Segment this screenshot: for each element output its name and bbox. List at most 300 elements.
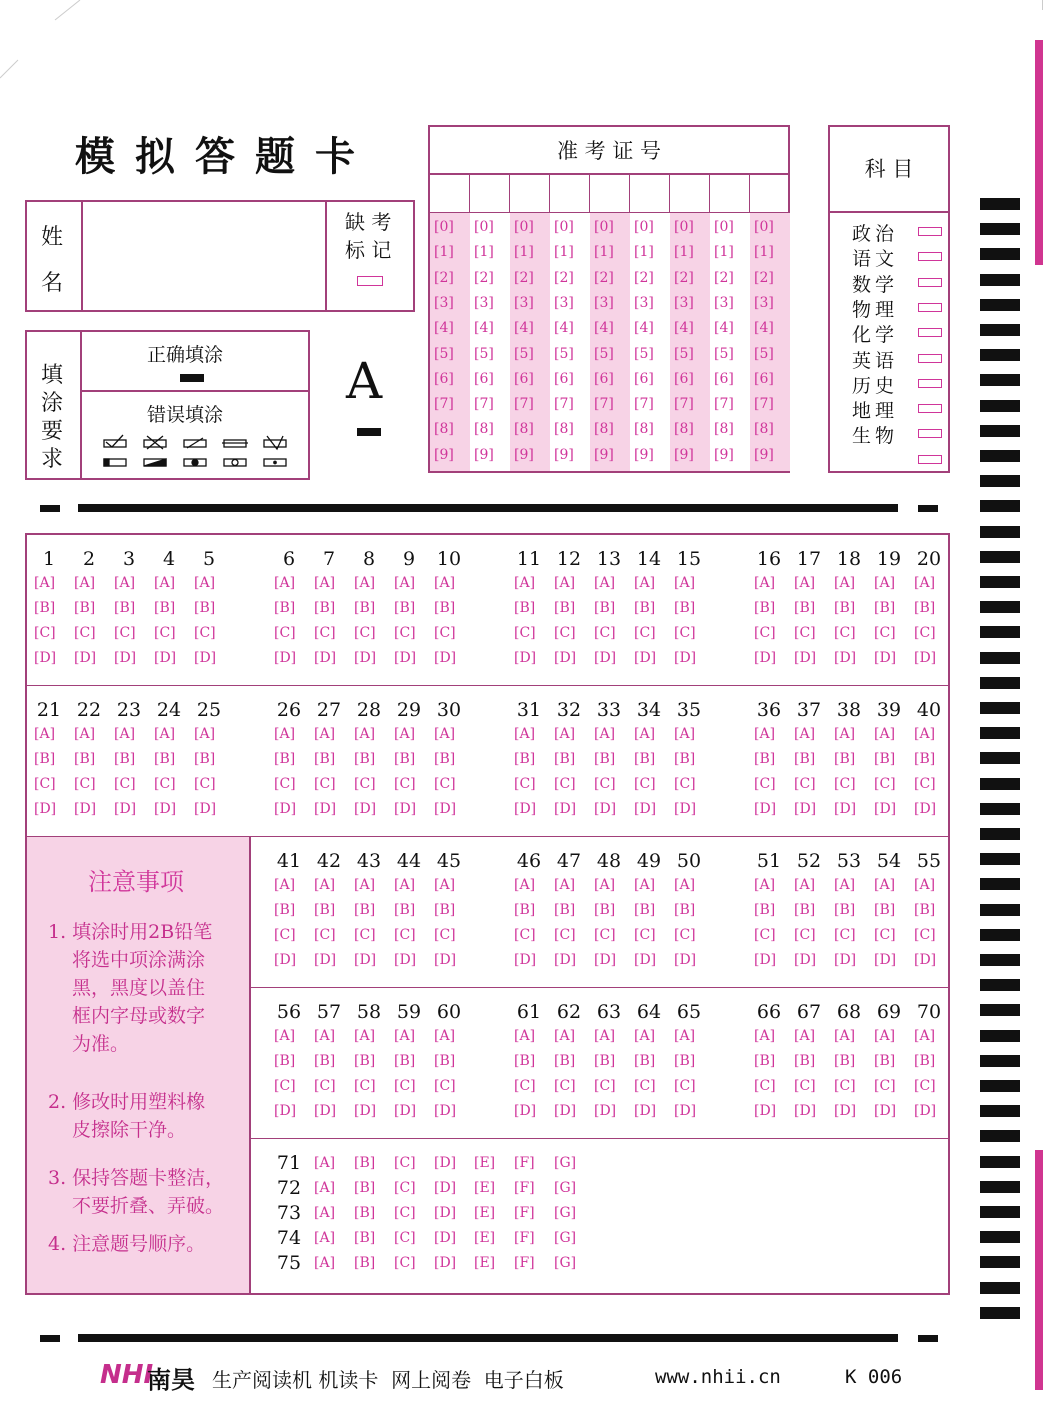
answer-bubble[interactable]: [F] xyxy=(514,1230,535,1246)
answer-bubble[interactable]: [A] xyxy=(314,575,336,591)
answer-bubble[interactable]: [C] xyxy=(394,776,416,792)
answer-bubble[interactable]: [C] xyxy=(274,1078,296,1094)
exam-digit-bubble[interactable]: [5] xyxy=(634,345,654,362)
answer-bubble[interactable]: [A] xyxy=(314,1255,336,1271)
exam-digit-bubble[interactable]: [1] xyxy=(754,244,774,261)
answer-bubble[interactable]: [E] xyxy=(474,1180,496,1196)
answer-bubble[interactable]: [B] xyxy=(554,902,576,918)
answer-bubble[interactable]: [C] xyxy=(674,927,696,943)
answer-bubble[interactable]: [C] xyxy=(594,927,616,943)
answer-bubble[interactable]: [C] xyxy=(594,776,616,792)
exam-digit-bubble[interactable]: [6] xyxy=(554,370,574,387)
answer-bubble[interactable]: [A] xyxy=(394,726,416,742)
exam-digit-bubble[interactable]: [3] xyxy=(754,294,774,311)
exam-digit-bubble[interactable]: [5] xyxy=(674,345,694,362)
answer-bubble[interactable]: [C] xyxy=(754,776,776,792)
answer-bubble[interactable]: [C] xyxy=(314,927,336,943)
exam-digit-bubble[interactable]: [0] xyxy=(474,219,494,235)
answer-bubble[interactable]: [C] xyxy=(274,625,296,641)
answer-bubble[interactable]: [D] xyxy=(194,801,217,817)
exam-id-digit-field[interactable] xyxy=(592,177,628,211)
answer-bubble[interactable]: [B] xyxy=(754,600,776,616)
answer-bubble[interactable]: [D] xyxy=(554,1103,577,1119)
answer-bubble[interactable]: [D] xyxy=(674,1103,697,1119)
answer-bubble[interactable]: [A] xyxy=(354,575,376,591)
answer-bubble[interactable]: [D] xyxy=(634,801,657,817)
answer-bubble[interactable]: [B] xyxy=(274,751,296,767)
answer-bubble[interactable]: [D] xyxy=(674,952,697,968)
exam-digit-bubble[interactable]: [1] xyxy=(474,244,494,261)
answer-bubble[interactable]: [C] xyxy=(314,776,336,792)
answer-bubble[interactable]: [B] xyxy=(914,751,936,767)
answer-bubble[interactable]: [B] xyxy=(794,1053,816,1069)
subject-checkbox[interactable] xyxy=(918,429,942,438)
answer-bubble[interactable]: [D] xyxy=(34,650,57,666)
answer-bubble[interactable]: [C] xyxy=(34,776,56,792)
exam-digit-bubble[interactable]: [7] xyxy=(754,396,774,413)
answer-bubble[interactable]: [A] xyxy=(514,1028,536,1044)
answer-bubble[interactable]: [E] xyxy=(474,1255,496,1271)
answer-bubble[interactable]: [D] xyxy=(874,1103,897,1119)
answer-bubble[interactable]: [C] xyxy=(394,1255,416,1271)
answer-bubble[interactable]: [C] xyxy=(794,776,816,792)
answer-bubble[interactable]: [A] xyxy=(554,575,576,591)
answer-bubble[interactable]: [A] xyxy=(594,877,616,893)
exam-digit-bubble[interactable]: [6] xyxy=(514,370,534,387)
answer-bubble[interactable]: [A] xyxy=(794,877,816,893)
answer-bubble[interactable]: [B] xyxy=(874,751,896,767)
answer-bubble[interactable]: [A] xyxy=(634,1028,656,1044)
answer-bubble[interactable]: [A] xyxy=(794,575,816,591)
answer-bubble[interactable]: [A] xyxy=(114,726,136,742)
answer-bubble[interactable]: [D] xyxy=(314,801,337,817)
answer-bubble[interactable]: [D] xyxy=(794,1103,817,1119)
answer-bubble[interactable]: [D] xyxy=(274,1103,297,1119)
exam-digit-bubble[interactable]: [9] xyxy=(634,446,654,463)
answer-bubble[interactable]: [B] xyxy=(314,600,336,616)
answer-bubble[interactable]: [C] xyxy=(434,927,456,943)
answer-bubble[interactable]: [B] xyxy=(34,751,56,767)
exam-digit-bubble[interactable]: [7] xyxy=(714,396,734,413)
answer-bubble[interactable]: [D] xyxy=(434,1103,457,1119)
answer-bubble[interactable]: [D] xyxy=(754,952,777,968)
answer-bubble[interactable]: [D] xyxy=(754,801,777,817)
answer-bubble[interactable]: [C] xyxy=(434,1078,456,1094)
answer-bubble[interactable]: [A] xyxy=(34,575,56,591)
answer-bubble[interactable]: [D] xyxy=(594,650,617,666)
answer-bubble[interactable]: [A] xyxy=(314,1155,336,1171)
answer-bubble[interactable]: [A] xyxy=(434,1028,456,1044)
answer-bubble[interactable]: [D] xyxy=(634,952,657,968)
version-fill-mark[interactable] xyxy=(357,428,381,436)
answer-bubble[interactable]: [A] xyxy=(74,726,96,742)
answer-bubble[interactable]: [B] xyxy=(554,1053,576,1069)
answer-bubble[interactable]: [F] xyxy=(514,1205,535,1221)
answer-bubble[interactable]: [B] xyxy=(674,902,696,918)
answer-bubble[interactable]: [C] xyxy=(514,927,536,943)
answer-bubble[interactable]: [D] xyxy=(834,650,857,666)
answer-bubble[interactable]: [A] xyxy=(514,877,536,893)
answer-bubble[interactable]: [A] xyxy=(434,877,456,893)
answer-bubble[interactable]: [B] xyxy=(594,902,616,918)
answer-bubble[interactable]: [A] xyxy=(674,726,696,742)
answer-bubble[interactable]: [C] xyxy=(194,625,216,641)
answer-bubble[interactable]: [A] xyxy=(554,726,576,742)
exam-digit-bubble[interactable]: [2] xyxy=(434,269,454,286)
exam-digit-bubble[interactable]: [3] xyxy=(474,294,494,311)
answer-bubble[interactable]: [D] xyxy=(314,650,337,666)
answer-bubble[interactable]: [B] xyxy=(154,600,176,616)
answer-bubble[interactable]: [B] xyxy=(594,1053,616,1069)
answer-bubble[interactable]: [B] xyxy=(874,1053,896,1069)
answer-bubble[interactable]: [A] xyxy=(154,575,176,591)
exam-digit-bubble[interactable]: [3] xyxy=(514,294,534,311)
exam-digit-bubble[interactable]: [9] xyxy=(714,446,734,463)
exam-digit-bubble[interactable]: [4] xyxy=(434,320,454,337)
answer-bubble[interactable]: [D] xyxy=(74,650,97,666)
exam-digit-bubble[interactable]: [4] xyxy=(474,320,494,337)
exam-id-digit-field[interactable] xyxy=(712,177,748,211)
answer-bubble[interactable]: [D] xyxy=(674,801,697,817)
answer-bubble[interactable]: [C] xyxy=(794,625,816,641)
answer-bubble[interactable]: [A] xyxy=(34,726,56,742)
answer-bubble[interactable]: [A] xyxy=(834,726,856,742)
exam-digit-bubble[interactable]: [5] xyxy=(434,345,454,362)
answer-bubble[interactable]: [C] xyxy=(874,927,896,943)
exam-digit-bubble[interactable]: [3] xyxy=(594,294,614,311)
answer-bubble[interactable]: [C] xyxy=(594,625,616,641)
answer-bubble[interactable]: [A] xyxy=(874,877,896,893)
answer-bubble[interactable]: [C] xyxy=(114,625,136,641)
answer-bubble[interactable]: [C] xyxy=(514,1078,536,1094)
answer-bubble[interactable]: [A] xyxy=(314,726,336,742)
answer-bubble[interactable]: [A] xyxy=(114,575,136,591)
answer-bubble[interactable]: [D] xyxy=(434,650,457,666)
answer-bubble[interactable]: [C] xyxy=(634,927,656,943)
exam-digit-bubble[interactable]: [5] xyxy=(554,345,574,362)
answer-bubble[interactable]: [B] xyxy=(194,600,216,616)
answer-bubble[interactable]: [D] xyxy=(874,952,897,968)
answer-bubble[interactable]: [E] xyxy=(474,1230,496,1246)
answer-bubble[interactable]: [C] xyxy=(394,1230,416,1246)
answer-bubble[interactable]: [B] xyxy=(754,902,776,918)
exam-digit-bubble[interactable]: [8] xyxy=(754,421,774,438)
answer-bubble[interactable]: [A] xyxy=(394,575,416,591)
answer-bubble[interactable]: [A] xyxy=(194,575,216,591)
answer-bubble[interactable]: [A] xyxy=(874,575,896,591)
answer-bubble[interactable]: [D] xyxy=(514,650,537,666)
answer-bubble[interactable]: [C] xyxy=(354,1078,376,1094)
answer-bubble[interactable]: [B] xyxy=(514,902,536,918)
exam-digit-bubble[interactable]: [4] xyxy=(514,320,534,337)
answer-bubble[interactable]: [B] xyxy=(514,751,536,767)
answer-bubble[interactable]: [B] xyxy=(74,751,96,767)
answer-bubble[interactable]: [D] xyxy=(74,801,97,817)
answer-bubble[interactable]: [D] xyxy=(754,1103,777,1119)
exam-digit-bubble[interactable]: [4] xyxy=(554,320,574,337)
answer-bubble[interactable]: [A] xyxy=(314,1028,336,1044)
exam-digit-bubble[interactable]: [8] xyxy=(634,421,654,438)
exam-digit-bubble[interactable]: [3] xyxy=(634,294,654,311)
answer-bubble[interactable]: [D] xyxy=(754,650,777,666)
subject-checkbox[interactable] xyxy=(918,303,942,312)
answer-bubble[interactable]: [D] xyxy=(554,952,577,968)
answer-bubble[interactable]: [D] xyxy=(434,1155,457,1171)
answer-bubble[interactable]: [A] xyxy=(634,877,656,893)
answer-bubble[interactable]: [D] xyxy=(354,952,377,968)
subject-checkbox[interactable] xyxy=(918,227,942,236)
answer-bubble[interactable]: [D] xyxy=(434,1205,457,1221)
answer-bubble[interactable]: [D] xyxy=(394,1103,417,1119)
answer-bubble[interactable]: [B] xyxy=(114,751,136,767)
exam-digit-bubble[interactable]: [5] xyxy=(474,345,494,362)
answer-bubble[interactable]: [B] xyxy=(354,1255,376,1271)
answer-bubble[interactable]: [D] xyxy=(434,1230,457,1246)
exam-digit-bubble[interactable]: [0] xyxy=(554,219,574,235)
answer-bubble[interactable]: [B] xyxy=(514,600,536,616)
exam-id-digit-field[interactable] xyxy=(632,177,668,211)
answer-bubble[interactable]: [C] xyxy=(754,625,776,641)
answer-bubble[interactable]: [D] xyxy=(594,801,617,817)
answer-bubble[interactable]: [B] xyxy=(434,902,456,918)
answer-bubble[interactable]: [B] xyxy=(634,902,656,918)
answer-bubble[interactable]: [B] xyxy=(794,600,816,616)
exam-id-digit-field[interactable] xyxy=(672,177,708,211)
answer-bubble[interactable]: [D] xyxy=(154,801,177,817)
answer-bubble[interactable]: [D] xyxy=(394,952,417,968)
answer-bubble[interactable]: [B] xyxy=(914,600,936,616)
answer-bubble[interactable]: [D] xyxy=(594,952,617,968)
exam-digit-bubble[interactable]: [8] xyxy=(514,421,534,438)
answer-bubble[interactable]: [D] xyxy=(514,952,537,968)
answer-bubble[interactable]: [A] xyxy=(314,877,336,893)
answer-bubble[interactable]: [A] xyxy=(754,575,776,591)
exam-digit-bubble[interactable]: [9] xyxy=(594,446,614,463)
answer-bubble[interactable]: [D] xyxy=(114,801,137,817)
exam-digit-bubble[interactable]: [7] xyxy=(634,396,654,413)
answer-bubble[interactable]: [D] xyxy=(874,801,897,817)
answer-bubble[interactable]: [D] xyxy=(914,1103,937,1119)
exam-digit-bubble[interactable]: [5] xyxy=(514,345,534,362)
answer-bubble[interactable]: [A] xyxy=(754,877,776,893)
answer-bubble[interactable]: [D] xyxy=(554,650,577,666)
subject-checkbox[interactable] xyxy=(918,328,942,337)
exam-digit-bubble[interactable]: [6] xyxy=(474,370,494,387)
exam-digit-bubble[interactable]: [8] xyxy=(714,421,734,438)
answer-bubble[interactable]: [B] xyxy=(114,600,136,616)
answer-bubble[interactable]: [D] xyxy=(394,801,417,817)
answer-bubble[interactable]: [D] xyxy=(274,952,297,968)
exam-digit-bubble[interactable]: [8] xyxy=(434,421,454,438)
answer-bubble[interactable]: [B] xyxy=(754,751,776,767)
exam-digit-bubble[interactable]: [4] xyxy=(714,320,734,337)
answer-bubble[interactable]: [D] xyxy=(914,650,937,666)
answer-bubble[interactable]: [B] xyxy=(354,1230,376,1246)
answer-bubble[interactable]: [B] xyxy=(674,1053,696,1069)
exam-digit-bubble[interactable]: [6] xyxy=(754,370,774,387)
answer-bubble[interactable]: [A] xyxy=(834,877,856,893)
answer-bubble[interactable]: [D] xyxy=(594,1103,617,1119)
name-field[interactable] xyxy=(85,204,321,308)
answer-bubble[interactable]: [B] xyxy=(394,751,416,767)
answer-bubble[interactable]: [C] xyxy=(794,927,816,943)
footer-website[interactable]: www.nhii.cn xyxy=(655,1366,781,1388)
answer-bubble[interactable]: [C] xyxy=(194,776,216,792)
answer-bubble[interactable]: [C] xyxy=(314,1078,336,1094)
exam-digit-bubble[interactable]: [1] xyxy=(554,244,574,261)
answer-bubble[interactable]: [A] xyxy=(634,726,656,742)
answer-bubble[interactable]: [B] xyxy=(354,751,376,767)
exam-digit-bubble[interactable]: [1] xyxy=(434,244,454,261)
answer-bubble[interactable]: [A] xyxy=(834,575,856,591)
answer-bubble[interactable]: [D] xyxy=(834,801,857,817)
exam-digit-bubble[interactable]: [6] xyxy=(634,370,654,387)
answer-bubble[interactable]: [A] xyxy=(914,1028,936,1044)
answer-bubble[interactable]: [B] xyxy=(634,1053,656,1069)
exam-digit-bubble[interactable]: [3] xyxy=(714,294,734,311)
exam-digit-bubble[interactable]: [2] xyxy=(594,269,614,286)
answer-bubble[interactable]: [E] xyxy=(474,1205,496,1221)
answer-bubble[interactable]: [C] xyxy=(434,625,456,641)
exam-digit-bubble[interactable]: [4] xyxy=(594,320,614,337)
absent-checkbox[interactable] xyxy=(357,276,383,286)
exam-digit-bubble[interactable]: [3] xyxy=(674,294,694,311)
answer-bubble[interactable]: [A] xyxy=(794,726,816,742)
answer-bubble[interactable]: [B] xyxy=(434,600,456,616)
exam-digit-bubble[interactable]: [9] xyxy=(754,446,774,463)
answer-bubble[interactable]: [C] xyxy=(914,776,936,792)
exam-id-digit-field[interactable] xyxy=(512,177,548,211)
answer-bubble[interactable]: [C] xyxy=(834,1078,856,1094)
answer-bubble[interactable]: [A] xyxy=(434,575,456,591)
answer-bubble[interactable]: [B] xyxy=(594,600,616,616)
answer-bubble[interactable]: [B] xyxy=(354,600,376,616)
exam-digit-bubble[interactable]: [0] xyxy=(754,219,774,235)
answer-bubble[interactable]: [A] xyxy=(394,877,416,893)
answer-bubble[interactable]: [G] xyxy=(554,1155,577,1171)
answer-bubble[interactable]: [C] xyxy=(914,1078,936,1094)
answer-bubble[interactable]: [A] xyxy=(394,1028,416,1044)
answer-bubble[interactable]: [D] xyxy=(434,801,457,817)
answer-bubble[interactable]: [D] xyxy=(274,801,297,817)
exam-digit-bubble[interactable]: [0] xyxy=(594,219,614,235)
answer-bubble[interactable]: [B] xyxy=(354,1205,376,1221)
answer-bubble[interactable]: [A] xyxy=(674,575,696,591)
answer-bubble[interactable]: [D] xyxy=(434,952,457,968)
answer-bubble[interactable]: [B] xyxy=(74,600,96,616)
exam-digit-bubble[interactable]: [0] xyxy=(674,219,694,235)
answer-bubble[interactable]: [C] xyxy=(394,1078,416,1094)
answer-bubble[interactable]: [B] xyxy=(514,1053,536,1069)
answer-bubble[interactable]: [C] xyxy=(114,776,136,792)
exam-digit-bubble[interactable]: [7] xyxy=(554,396,574,413)
answer-bubble[interactable]: [F] xyxy=(514,1180,535,1196)
subject-checkbox[interactable] xyxy=(918,278,942,287)
exam-digit-bubble[interactable]: [0] xyxy=(634,219,654,235)
answer-bubble[interactable]: [C] xyxy=(394,1155,416,1171)
answer-bubble[interactable]: [C] xyxy=(834,625,856,641)
exam-digit-bubble[interactable]: [0] xyxy=(434,219,454,235)
subject-checkbox[interactable] xyxy=(918,404,942,413)
answer-bubble[interactable]: [A] xyxy=(274,575,296,591)
answer-bubble[interactable]: [A] xyxy=(874,1028,896,1044)
answer-bubble[interactable]: [D] xyxy=(354,1103,377,1119)
answer-bubble[interactable]: [D] xyxy=(674,650,697,666)
exam-digit-bubble[interactable]: [6] xyxy=(594,370,614,387)
answer-bubble[interactable]: [C] xyxy=(354,927,376,943)
answer-bubble[interactable]: [A] xyxy=(514,575,536,591)
answer-bubble[interactable]: [A] xyxy=(194,726,216,742)
answer-bubble[interactable]: [D] xyxy=(434,1180,457,1196)
exam-digit-bubble[interactable]: [9] xyxy=(474,446,494,463)
exam-digit-bubble[interactable]: [5] xyxy=(714,345,734,362)
exam-digit-bubble[interactable]: [2] xyxy=(754,269,774,286)
answer-bubble[interactable]: [A] xyxy=(914,726,936,742)
answer-bubble[interactable]: [D] xyxy=(914,801,937,817)
exam-digit-bubble[interactable]: [3] xyxy=(554,294,574,311)
answer-bubble[interactable]: [D] xyxy=(914,952,937,968)
answer-bubble[interactable]: [C] xyxy=(514,776,536,792)
answer-bubble[interactable]: [C] xyxy=(874,625,896,641)
answer-bubble[interactable]: [D] xyxy=(514,1103,537,1119)
answer-bubble[interactable]: [B] xyxy=(554,751,576,767)
answer-bubble[interactable]: [B] xyxy=(754,1053,776,1069)
exam-digit-bubble[interactable]: [7] xyxy=(594,396,614,413)
answer-bubble[interactable]: [C] xyxy=(554,776,576,792)
exam-digit-bubble[interactable]: [7] xyxy=(674,396,694,413)
answer-bubble[interactable]: [B] xyxy=(554,600,576,616)
answer-bubble[interactable]: [B] xyxy=(834,600,856,616)
answer-bubble[interactable]: [D] xyxy=(514,801,537,817)
exam-digit-bubble[interactable]: [4] xyxy=(634,320,654,337)
answer-bubble[interactable]: [F] xyxy=(514,1155,535,1171)
exam-digit-bubble[interactable]: [8] xyxy=(474,421,494,438)
answer-bubble[interactable]: [C] xyxy=(354,625,376,641)
exam-digit-bubble[interactable]: [8] xyxy=(674,421,694,438)
exam-id-digit-field[interactable] xyxy=(552,177,588,211)
answer-bubble[interactable]: [B] xyxy=(194,751,216,767)
answer-bubble[interactable]: [A] xyxy=(274,877,296,893)
answer-bubble[interactable]: [C] xyxy=(834,927,856,943)
answer-bubble[interactable]: [B] xyxy=(634,751,656,767)
answer-bubble[interactable]: [A] xyxy=(914,575,936,591)
answer-bubble[interactable]: [B] xyxy=(674,751,696,767)
exam-id-digit-field[interactable] xyxy=(472,177,508,211)
answer-bubble[interactable]: [D] xyxy=(434,1255,457,1271)
answer-bubble[interactable]: [A] xyxy=(554,877,576,893)
answer-bubble[interactable]: [C] xyxy=(754,1078,776,1094)
answer-bubble[interactable]: [D] xyxy=(834,1103,857,1119)
subject-checkbox[interactable] xyxy=(918,379,942,388)
answer-bubble[interactable]: [D] xyxy=(394,650,417,666)
exam-digit-bubble[interactable]: [8] xyxy=(554,421,574,438)
exam-digit-bubble[interactable]: [6] xyxy=(434,370,454,387)
exam-digit-bubble[interactable]: [2] xyxy=(514,269,534,286)
answer-bubble[interactable]: [D] xyxy=(874,650,897,666)
exam-digit-bubble[interactable]: [2] xyxy=(474,269,494,286)
answer-bubble[interactable]: [A] xyxy=(594,726,616,742)
answer-bubble[interactable]: [B] xyxy=(874,902,896,918)
answer-bubble[interactable]: [B] xyxy=(434,1053,456,1069)
subject-checkbox[interactable] xyxy=(918,455,942,464)
exam-digit-bubble[interactable]: [9] xyxy=(434,446,454,463)
answer-bubble[interactable]: [C] xyxy=(554,625,576,641)
answer-bubble[interactable]: [A] xyxy=(354,877,376,893)
answer-bubble[interactable]: [B] xyxy=(34,600,56,616)
answer-bubble[interactable]: [C] xyxy=(74,776,96,792)
answer-bubble[interactable]: [B] xyxy=(834,1053,856,1069)
answer-bubble[interactable]: [C] xyxy=(874,776,896,792)
